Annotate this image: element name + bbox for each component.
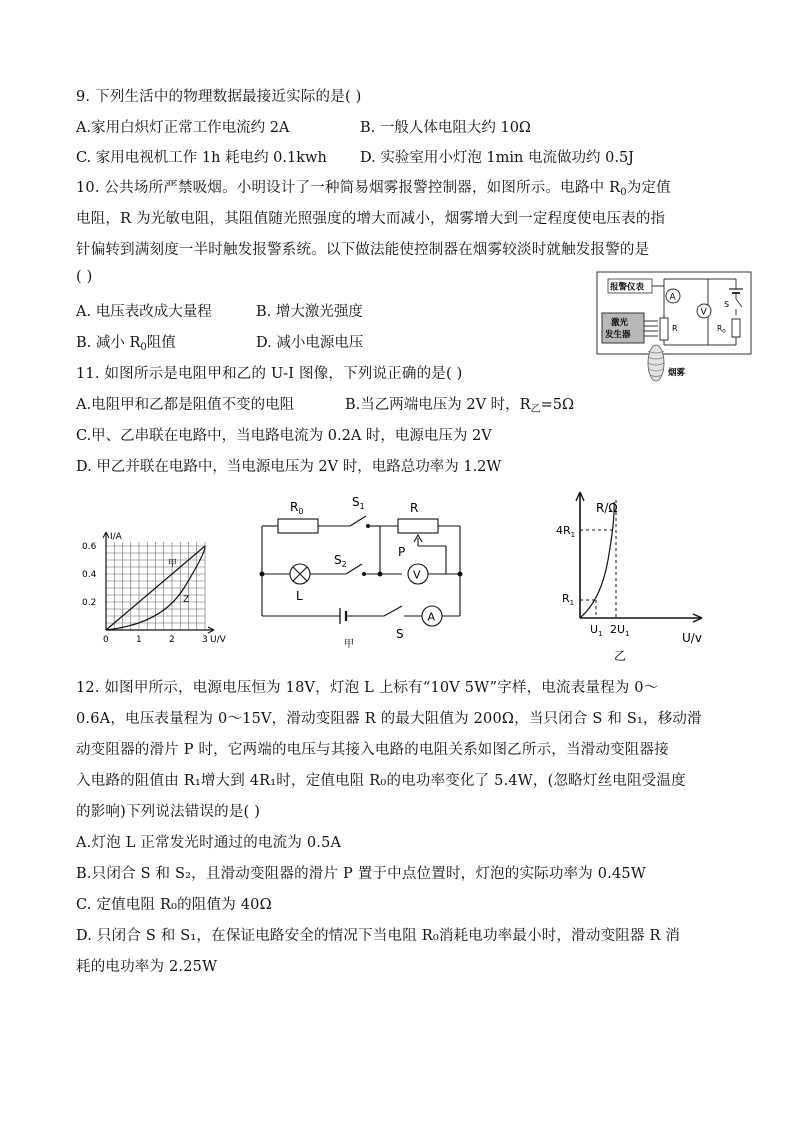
laser-label-2: 发生器 (605, 330, 631, 340)
slider-p-label: P (398, 545, 406, 559)
y-tick-0.2: 0.2 (82, 598, 97, 608)
alarm-meter-label: 报警仪表 (610, 282, 645, 293)
q9-option-c: C. 家用电视机工作 1h 耗电约 0.1kwh (76, 150, 327, 166)
y-tick-r1: $R_1$ (562, 592, 575, 607)
x-tick-2: 2 (169, 635, 175, 645)
q10-stem-line4: ( ) (76, 269, 93, 285)
series-label-yi: Z (183, 595, 190, 605)
q12-stem-line1: 12. 如图甲所示，电源电压恒为 18V，灯泡 L 上标有“10V 5W”字样，电流表量程为 0～ (76, 680, 659, 696)
x-tick-1: 1 (136, 635, 142, 645)
q12-stem-line5: 的影响)下列说法错误的是( ) (76, 804, 261, 820)
smoke-label: 烟雾 (668, 368, 686, 378)
photoresistor-label: R (672, 324, 678, 333)
q12-option-d-line1: D. 只闭合 S 和 S₁，在保证电路安全的情况下当电阻 R₀消耗电功率最小时，滑动变阻器 R 消 (76, 928, 681, 944)
s1-label: $S_1$ (352, 495, 365, 511)
voltmeter-label: V (413, 568, 421, 582)
r0-label: $R_0$ (290, 500, 304, 516)
r0-label: $R_0$ (717, 324, 726, 335)
y-tick-0.4: 0.4 (82, 570, 97, 580)
ru-graph-figure-yi (556, 490, 716, 664)
photoresistor-symbol (660, 318, 668, 340)
caption-jia: 甲 (344, 639, 354, 650)
q12-option-c: C. 定值电阻 R₀的阻值为 40Ω (76, 897, 272, 913)
series-label-jia: 甲 (168, 559, 178, 569)
q10-stem-line2: 电阻，R 为光敏电阻，其阻值随光照强度的增大而减小，烟雾增大到一定程度使电压表的指 (76, 211, 666, 227)
circuit-diagram-jia (252, 490, 472, 650)
q11-option-d: D. 甲乙并联在电路中，当电源电压为 2V 时，电路总功率为 1.2W (76, 459, 502, 475)
q9-stem: 9. 下列生活中的物理数据最接近实际的是( ) (76, 89, 362, 105)
ammeter-label: A (669, 292, 676, 303)
caption-yi: 乙 (614, 649, 627, 663)
x-axis-label: U/v (682, 631, 702, 645)
y-axis-label: I/A (110, 532, 122, 542)
q12-stem-line2: 0.6A，电压表量程为 0～15V，滑动变阻器 R 的最大阻值为 200Ω，当只闭合 S 和 S₁，移动滑 (76, 711, 702, 727)
q11-stem: 11. 如图所示是电阻甲和乙的 U-I 图像，下列说正确的是( ) (76, 366, 463, 382)
q12-stem-line3: 动变阻器的滑片 P 时，它两端的电压与其接入电路的电阻关系如图乙所示，当滑动变阻器接 (76, 742, 669, 758)
q11-option-c: C.甲、乙串联在电路中，当电路电流为 0.2A 时，电源电压为 2V (76, 428, 492, 444)
ammeter-label: A (427, 610, 436, 624)
voltmeter-label: V (700, 307, 707, 318)
q9-option-b: B. 一般人体电阻大约 10Ω (360, 120, 531, 136)
y-tick-0.6: 0.6 (82, 542, 97, 552)
q12-option-a: A.灯泡 L 正常发光时通过的电流为 0.5A (76, 835, 342, 851)
ui-graph-figure (80, 528, 240, 648)
smoke-icon (648, 345, 664, 381)
rheostat-label: R (410, 501, 419, 515)
q9-option-d: D. 实验室用小灯泡 1min 电流做功约 0.5J (360, 150, 634, 166)
r-u-curve (580, 502, 614, 618)
q11-option-a: A.电阻甲和乙都是阻值不变的电阻 (76, 397, 295, 413)
x-tick-0: 0 (103, 635, 109, 645)
q10-option-c: B. 减小 $R_0$阻值 (76, 335, 176, 353)
x-tick-3: 3 (202, 635, 208, 645)
smoke-alarm-figure (596, 271, 752, 383)
laser-label-1: 激光 (611, 318, 629, 328)
q10-option-d: D. 减小电源电压 (256, 335, 364, 351)
x-tick-u1: $U_1$ (590, 623, 603, 638)
s2-label: $S_2$ (334, 553, 347, 569)
switch-s-label: S (396, 627, 404, 641)
x-tick-2u1: $2U_1$ (610, 623, 630, 638)
q12-option-b: B.只闭合 S 和 S₂，且滑动变阻器的滑片 P 置于中点位置时，灯泡的实际功率为 0.45W (76, 866, 646, 882)
y-axis-label: R/Ω (596, 501, 618, 515)
q10-option-a: A. 电压表改成大量程 (76, 304, 212, 320)
q10-stem-line1: 10. 公共场所严禁吸烟。小明设计了一种简易烟雾报警控制器，如图所示。电路中 $R_0$为定值 (76, 180, 671, 198)
q12-option-d-line2: 耗的电功率为 2.25W (76, 959, 218, 975)
y-tick-4r1: $4R_1$ (556, 524, 576, 539)
x-axis-label: U/V (210, 635, 226, 645)
q11-option-b: B.当乙两端电压为 2V 时，$R_乙=5\Omega$ (345, 397, 575, 415)
q10-option-b: B. 增大激光强度 (256, 304, 363, 320)
lamp-label: L (296, 589, 303, 603)
q9-option-a: A.家用白炽灯正常工作电流约 2A (76, 120, 290, 136)
switch-label: S (724, 300, 730, 309)
q12-stem-line4: 入电路的阻值由 R₁增大到 4R₁时，定值电阻 R₀的电功率变化了 5.4W，(忽略灯丝电阻受温度 (76, 773, 686, 789)
q10-stem-line3: 针偏转到满刻度一半时触发报警系统。以下做法能使控制器在烟雾较淡时就触发报警的是 (76, 242, 650, 258)
